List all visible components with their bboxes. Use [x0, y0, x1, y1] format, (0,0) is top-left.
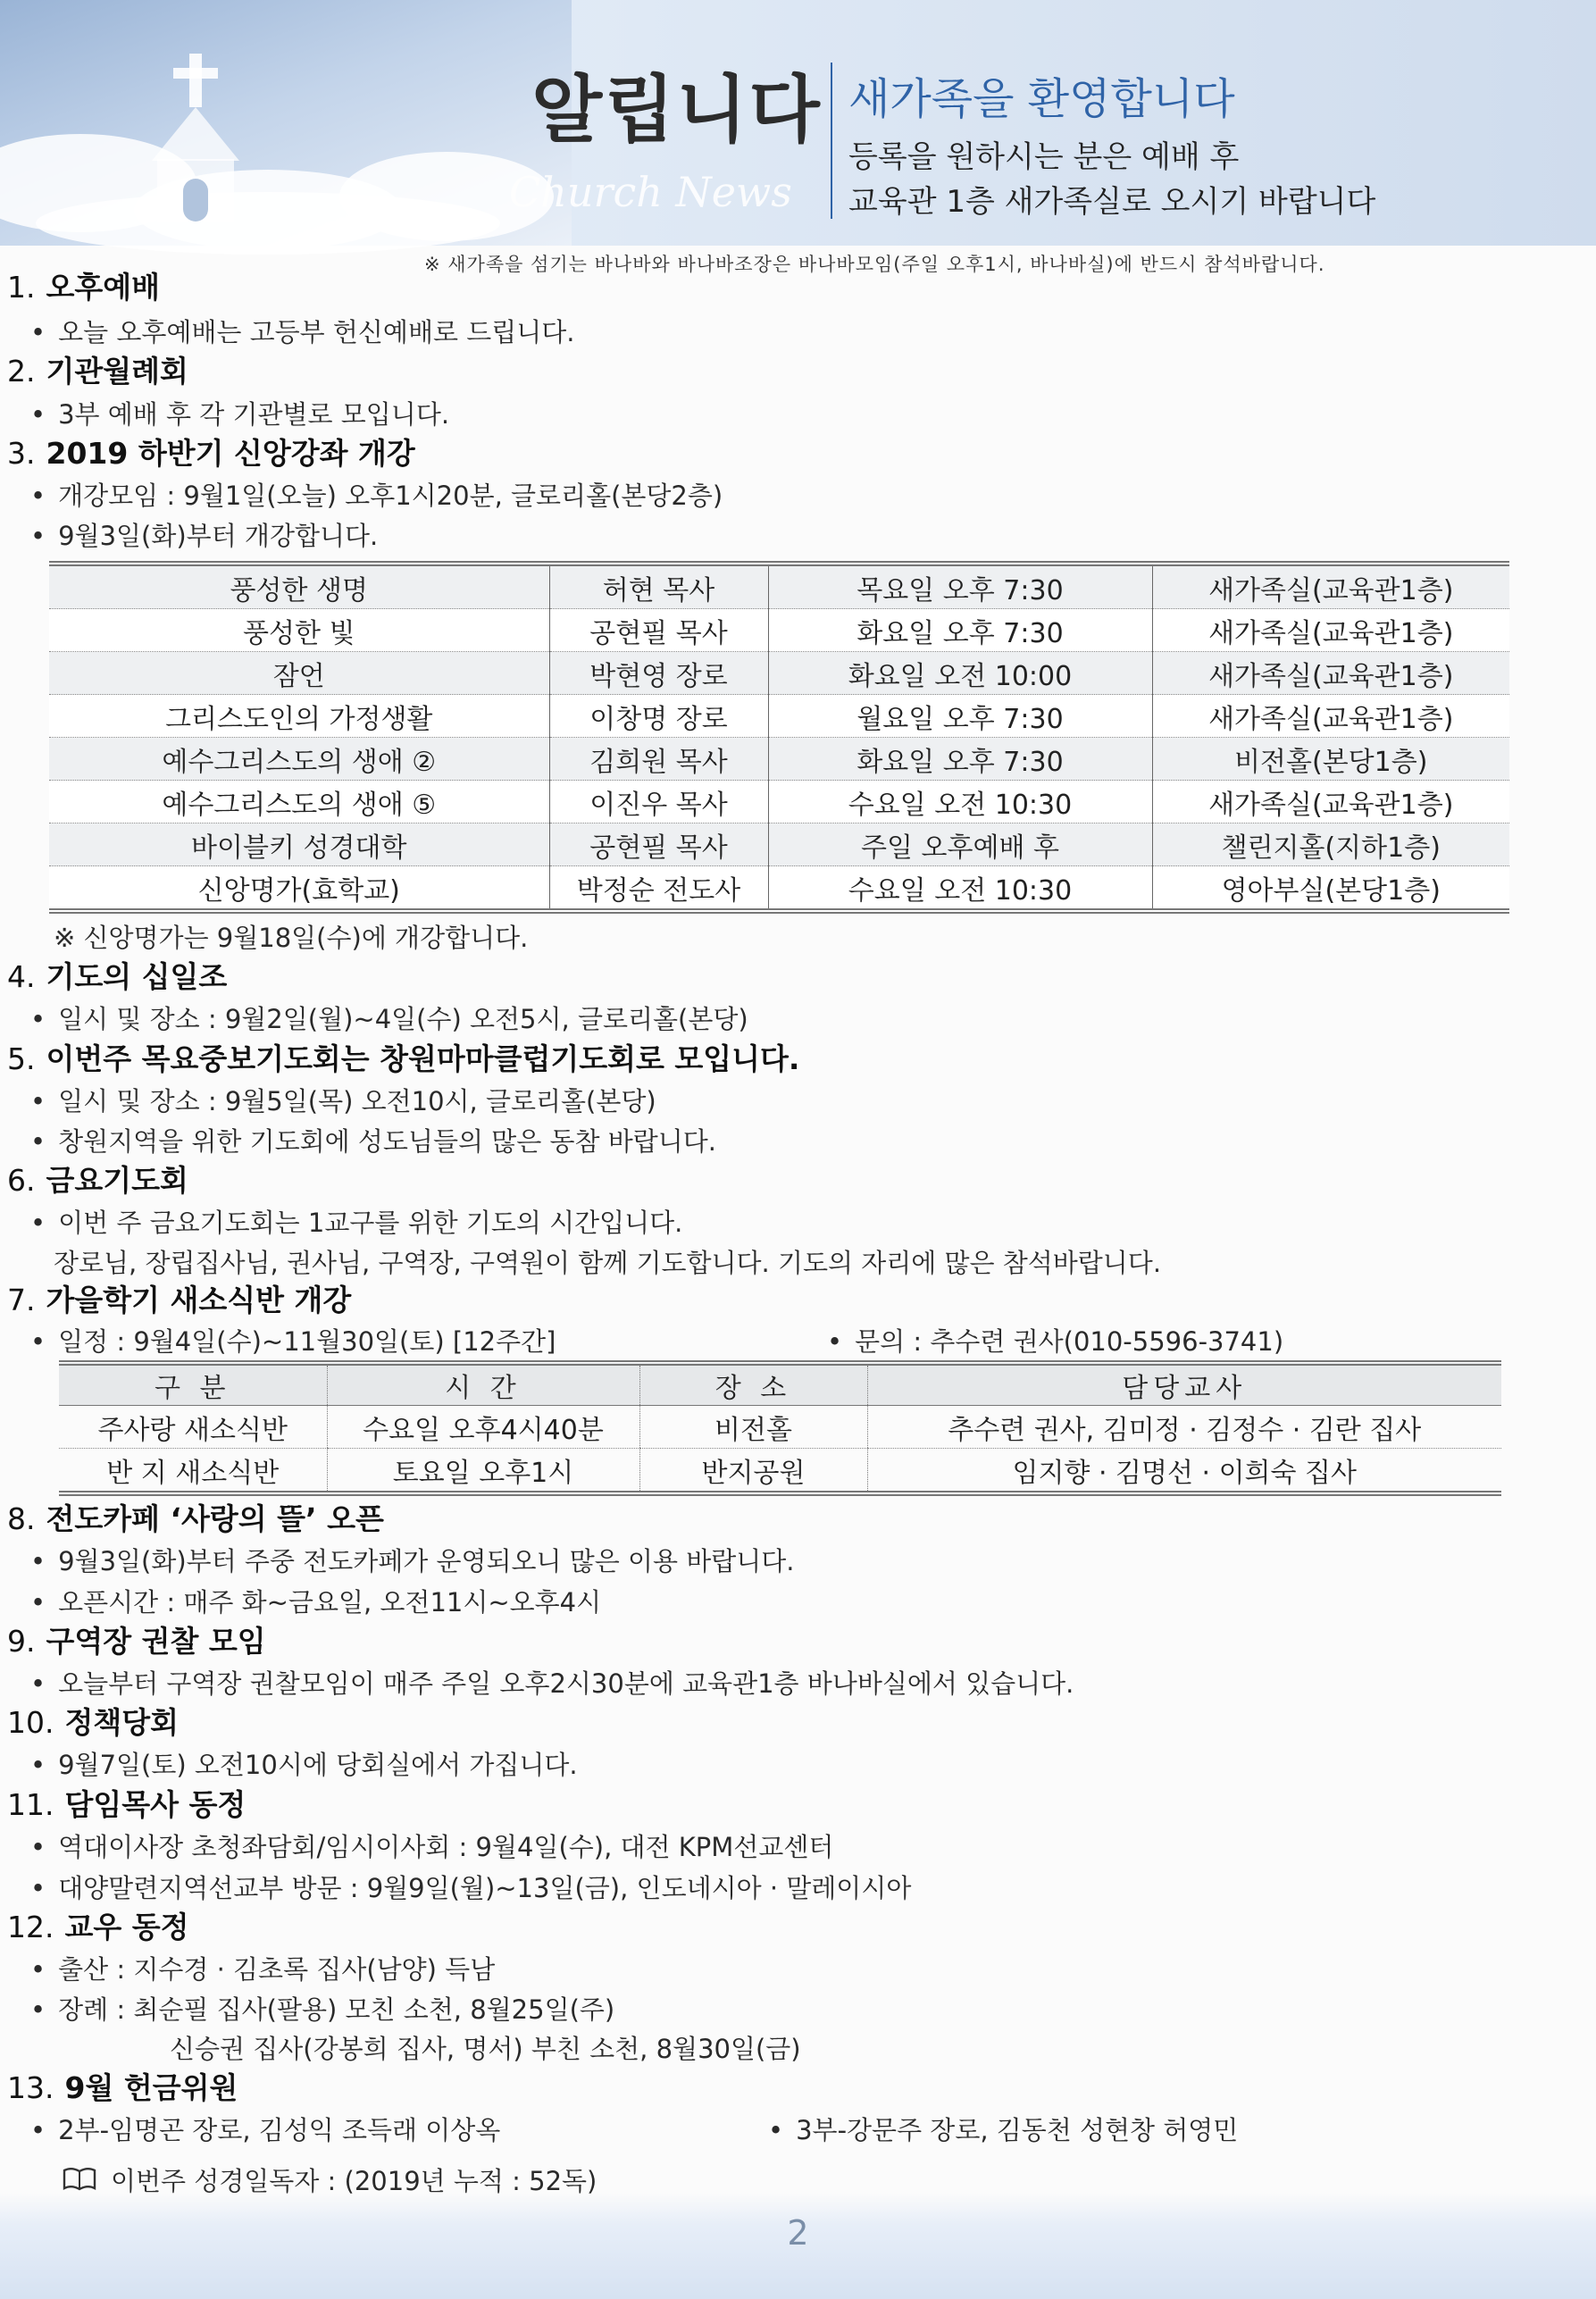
course-teacher: 이진우 목사 [549, 781, 768, 823]
section-heading: 5. 이번주 목요중보기도회는 창원마마클럽기도회로 모입니다. [7, 1041, 800, 1076]
section-heading: 11. 담임목사 동정 [7, 1787, 247, 1822]
welcome-heading: 새가족을 환영합니다 [848, 74, 1235, 124]
course-place: 챌린지홀(지하1층) [1152, 823, 1509, 866]
course-name: 잠언 [49, 652, 549, 695]
course-place: 새가족실(교육관1층) [1152, 609, 1509, 652]
course-name: 풍성한 생명 [49, 564, 549, 609]
list-item: • 개강모임 : 9월1일(오늘) 오후1시20분, 글로리홀(본당2층) [30, 481, 723, 511]
register-line-2: 교육관 1층 새가족실로 오시기 바랍니다 [848, 184, 1376, 220]
course-place: 새가족실(교육관1층) [1152, 781, 1509, 823]
register-line-1: 등록을 원하시는 분은 예배 후 [848, 139, 1240, 175]
page-title: 알립니다 [531, 68, 822, 153]
course-time: 목요일 오후 7:30 [768, 564, 1152, 609]
course-place: 비전홀(본당1층) [1152, 738, 1509, 781]
course-place: 영아부실(본당1층) [1152, 866, 1509, 912]
column-header: 담당교사 [867, 1363, 1501, 1406]
course-table [49, 561, 1509, 914]
list-item: • 2부-임명곤 장로, 김성익 조득래 이상옥 [30, 2115, 501, 2145]
column-header: 구 분 [59, 1363, 327, 1406]
list-item: • 일시 및 장소 : 9월2일(월)~4일(수) 오전5시, 글로리홀(본당) [30, 1004, 748, 1034]
section-heading: 1. 오후예배 [7, 270, 161, 305]
section-heading: 13. 9월 헌금위원 [7, 2070, 238, 2105]
course-time: 주일 오후예배 후 [768, 823, 1152, 866]
list-item-continuation: 장로님, 장립집사님, 권사님, 구역장, 구역원이 함께 기도합니다. 기도의 자리에 많은 참석바랍니다. [54, 1248, 1162, 1278]
list-item: • 오늘부터 구역장 권찰모임이 매주 주일 오후2시30분에 교육관1층 바나바실에서 있습니다. [30, 1668, 1074, 1699]
class-name: 주사랑 새소식반 [59, 1406, 327, 1449]
table-row [49, 738, 1509, 781]
list-item: • 역대이사장 초청좌담회/임시이사회 : 9월4일(수), 대전 KPM선교센터 [30, 1832, 834, 1862]
class-teachers: 임지향 · 김명선 · 이희숙 집사 [867, 1449, 1501, 1494]
list-item: • 일정 : 9월4일(수)~11월30일(토) [12주간] [30, 1326, 556, 1357]
class-time: 토요일 오후1시 [327, 1449, 639, 1494]
table-row [49, 866, 1509, 912]
book-icon [63, 2167, 96, 2192]
section-heading: 4. 기도의 십일조 [7, 959, 228, 994]
header-note: ※ 새가족을 섬기는 바나바와 바나바조장은 바나바모임(주일 오후1시, 바나바실)에 반드시 참석바랍니다. [424, 254, 1325, 275]
section-heading: 9. 구역장 권찰 모임 [7, 1624, 266, 1659]
list-item: • 오늘 오후예배는 고등부 헌신예배로 드립니다. [30, 317, 575, 347]
course-place: 새가족실(교육관1층) [1152, 564, 1509, 609]
table-row [49, 564, 1509, 609]
course-name: 신앙명가(효학교) [49, 866, 549, 912]
list-item-continuation: 신승권 집사(강봉희 집사, 명서) 부친 소천, 8월30일(금) [170, 2034, 801, 2064]
list-item: • 3부-강문주 장로, 김동천 성현창 허영민 [768, 2115, 1239, 2145]
table-row [49, 823, 1509, 866]
course-place: 새가족실(교육관1층) [1152, 652, 1509, 695]
list-item: • 대양말련지역선교부 방문 : 9월9일(월)~13일(금), 인도네시아 · 말레이시아 [30, 1873, 912, 1903]
table-row [49, 609, 1509, 652]
course-name: 예수그리스도의 생애 ⑤ [49, 781, 549, 823]
list-item: • 장례 : 최순필 집사(팔용) 모친 소천, 8월25일(주) [30, 1994, 615, 2025]
inquiry-contact: • 문의 : 추수련 권사(010-5596-3741) [827, 1326, 1284, 1357]
class-place: 비전홀 [639, 1406, 867, 1449]
course-teacher: 박현영 장로 [549, 652, 768, 695]
list-item: • 오픈시간 : 매주 화~금요일, 오전11시~오후4시 [30, 1587, 602, 1618]
page-subtitle: Church News [509, 168, 792, 216]
bible-reading-note: 이번주 성경일독자 : (2019년 누적 : 52독) [111, 2166, 597, 2196]
sky-illustration [0, 0, 572, 246]
header-banner [0, 0, 1596, 246]
section-heading: 12. 교우 동정 [7, 1910, 189, 1944]
list-item: • 출산 : 지수경 · 김초록 집사(남양) 득남 [30, 1954, 496, 1985]
course-teacher: 이창명 장로 [549, 695, 768, 738]
course-time: 화요일 오후 7:30 [768, 738, 1152, 781]
table-row [59, 1406, 1501, 1449]
list-item: • 9월3일(화)부터 개강합니다. [30, 521, 379, 551]
course-teacher: 김희원 목사 [549, 738, 768, 781]
course-time: 수요일 오전 10:30 [768, 781, 1152, 823]
page-number: 2 [787, 2213, 809, 2253]
course-place: 새가족실(교육관1층) [1152, 695, 1509, 738]
table-header-row [59, 1363, 1501, 1406]
course-teacher: 박정순 전도사 [549, 866, 768, 912]
table-row [49, 781, 1509, 823]
header-divider [831, 63, 832, 219]
section-heading: 7. 가을학기 새소식반 개강 [7, 1283, 352, 1317]
table-row [49, 652, 1509, 695]
column-header: 시 간 [327, 1363, 639, 1406]
class-place: 반지공원 [639, 1449, 867, 1494]
course-name: 예수그리스도의 생애 ② [49, 738, 549, 781]
section-heading: 8. 전도카페 ‘사랑의 뜰’ 오픈 [7, 1501, 384, 1536]
course-time: 화요일 오전 10:00 [768, 652, 1152, 695]
section-heading: 2. 기관월례회 [7, 354, 188, 389]
table-row [49, 695, 1509, 738]
course-name: 풍성한 빛 [49, 609, 549, 652]
list-item: • 창원지역을 위한 기도회에 성도님들의 많은 동참 바랍니다. [30, 1126, 716, 1157]
course-name: 그리스도인의 가정생활 [49, 695, 549, 738]
list-item: • 이번 주 금요기도회는 1교구를 위한 기도의 시간입니다. [30, 1208, 683, 1238]
class-table [59, 1360, 1501, 1496]
class-teachers: 추수련 권사, 김미정 · 김정수 · 김란 집사 [867, 1406, 1501, 1449]
course-teacher: 허현 목사 [549, 564, 768, 609]
church-icon [116, 54, 277, 223]
class-name: 반 지 새소식반 [59, 1449, 327, 1494]
table-row [59, 1449, 1501, 1494]
course-name: 바이블키 성경대학 [49, 823, 549, 866]
course-time: 월요일 오후 7:30 [768, 695, 1152, 738]
section-note: ※ 신앙명가는 9월18일(수)에 개강합니다. [54, 923, 529, 953]
course-teacher: 공현필 목사 [549, 609, 768, 652]
list-item: • 3부 예배 후 각 기관별로 모입니다. [30, 399, 450, 430]
list-item: • 9월7일(토) 오전10시에 당회실에서 가집니다. [30, 1750, 578, 1780]
section-heading: 10. 정책당회 [7, 1705, 179, 1740]
course-time: 화요일 오후 7:30 [768, 609, 1152, 652]
class-time: 수요일 오후4시40분 [327, 1406, 639, 1449]
course-time: 수요일 오전 10:30 [768, 866, 1152, 912]
list-item: • 일시 및 장소 : 9월5일(목) 오전10시, 글로리홀(본당) [30, 1086, 656, 1116]
section-heading: 3. 2019 하반기 신앙강좌 개강 [7, 436, 415, 471]
section-heading: 6. 금요기도회 [7, 1163, 188, 1198]
list-item: • 9월3일(화)부터 주중 전도카페가 운영되오니 많은 이용 바랍니다. [30, 1546, 795, 1576]
course-teacher: 공현필 목사 [549, 823, 768, 866]
column-header: 장 소 [639, 1363, 867, 1406]
